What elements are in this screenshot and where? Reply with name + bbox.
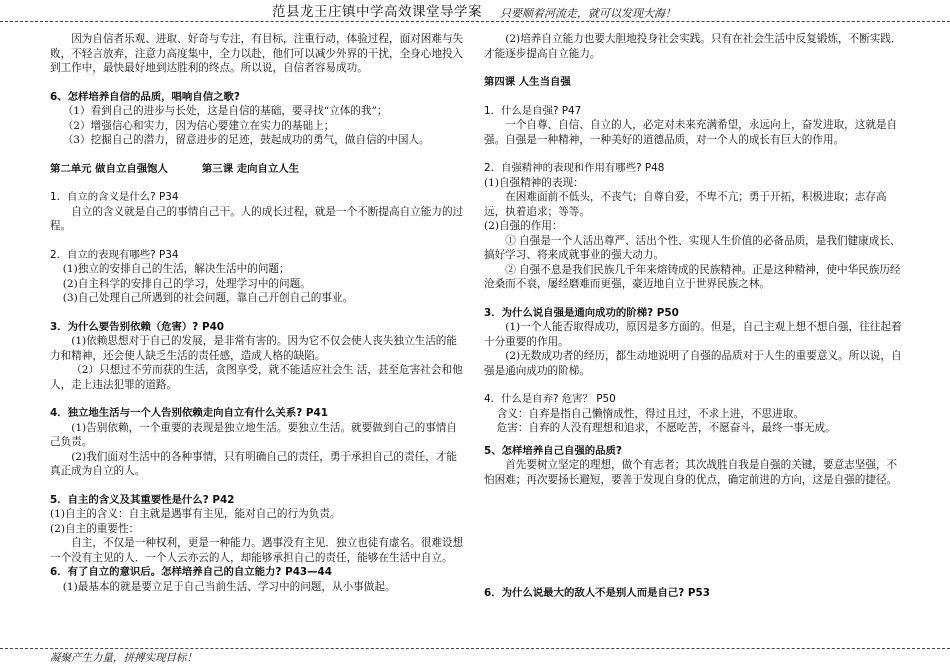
right-column <box>484 32 904 487</box>
answer-paragraph: 自主，不仅是一种权利，更是一种能力。遇事没有主见．独立也徒有虚名。很难设想一个没有主见的人．一个人云亦云的人，却能够承担自己的责任，能够在生活中自立。 <box>50 537 464 564</box>
answer-paragraph: (1)最基本的就是要立足于自己当前生活、学习中的问题，从小事做起。 <box>62 580 396 593</box>
question-heading: 1．自立的含义是什么? P34 <box>50 191 179 203</box>
answer-paragraph: 首先要树立坚定的理想，做个有志者；其次战胜自我是自强的关键，要意志坚强，不怕困难；再次要扬长避短，要善于发现自身的优点，确定前进的方向，这是自强的捷径。 <box>484 459 898 486</box>
question-heading: 4．独立地生活与一个人告别依赖走向自立有什么关系? P41 <box>50 407 328 419</box>
list-item: （2）增强信心和实力，因为信心要建立在实力的基础上； <box>62 119 335 132</box>
question-heading: 6、怎样培养自信的品质，唱响自信之歌? <box>50 90 240 103</box>
lesson-title: 第三课 走向自立人生 <box>201 162 300 175</box>
answer-paragraph: 一个自尊、自信、自立的人，必定对未来充满希望，永远向上，奋发进取，这就是自强。自强是一种精神，一种美好的道德品质，对一个人的成长有巨大的作用。 <box>484 119 898 146</box>
list-item: (3)自己处理自己所遇到的社会问题，靠自己开创自己的事业。 <box>62 292 354 304</box>
answer-line: (1)自强精神的表现： <box>484 176 584 189</box>
answer-paragraph: (1)告别依赖，一个重要的表现是独立地生活。要独立生活。就要做到自己的事情自己负责。 <box>50 421 457 448</box>
question-heading: 2．自强精神的表现和作用有哪些? P48 <box>484 162 665 174</box>
lesson-title: 第四课 人生当自强 <box>484 76 571 88</box>
footer-divider <box>0 648 950 649</box>
answer-paragraph: (2)我们面对生活中的各种事情，只有明确自己的责任，勇于承担自己的责任，才能真正成为自立的人。 <box>50 450 457 477</box>
question-heading: 1．什么是自强? P47 <box>484 104 582 117</box>
answer-paragraph: (1)一个人能否取得成功，原因是多方面的。但是，自己主观上想不想自强，往往起着十分重要的作用。 <box>484 321 902 348</box>
answer-line: (2)自主的重要性： <box>50 522 140 535</box>
answer-paragraph: (1)依赖思想对于自己的发展，是非常有害的。因为它不仅会使人丧失独立生活的能力和精神，还会使人缺乏生活的责任感，造成人格的缺陷。 <box>50 335 457 362</box>
page-title: 范县龙王庄镇中学高效课堂导学案 <box>272 4 482 20</box>
answer-paragraph: ② 自强不息是我们民族几千年来熔铸成的民族精神。正是这种精神，使中华民族历经沧桑而不衰，屡经磨难而更强，豪迈地自立于世界民族之林。 <box>484 263 901 290</box>
list-item: （3）挖掘自己的潜力，留意进步的足迹，鼓起成功的勇气，做自信的中国人。 <box>62 134 430 146</box>
question-heading: 6．有了自立的意识后。怎样培养自己的自立能力? P43—44 <box>50 566 333 578</box>
answer-paragraph: (2)无数成功者的经历，都生动地说明了自强的品质对于人生的重要意义。所以说，自强是通向成功的阶梯。 <box>484 350 902 377</box>
list-item: （1）看到自己的进步与长处，这是自信的基础，要寻找“立体的我”； <box>62 105 388 117</box>
page-header <box>0 3 950 25</box>
question-heading: 5．自主的含义及其重要性是什么? P42 <box>50 493 235 506</box>
answer-paragraph: （2）只想过不劳而获的生活，贪图享受，就不能适应社会生 活，甚至危害社会和他人，走上违法犯罪的道路。 <box>50 364 463 391</box>
question-heading: 5、怎样培养自己自强的品质? <box>484 444 622 457</box>
answer-line: (2)自强的作用： <box>484 220 563 232</box>
intro-paragraph: 因为自信者乐观、进取、好奇与专注，有目标，注重行动，体验过程，面对困难与失败，不轻言放弃，注意力高度集中，全力以赴，他们可以减少外界的干扰，全身心地投入到工作中，最快最好地到达胜利的终点。所以说，自信者容易成功。 <box>50 33 464 74</box>
question-heading: 6．为什么说最大的敌人不是别人而是自己? P53 <box>484 587 710 599</box>
question-heading: 3．为什么说自强是通向成功的阶梯? P50 <box>484 306 679 319</box>
unit-title: 第二单元 做自立自强饱人 <box>50 162 168 175</box>
answer-paragraph: (2)培养自立能力也要大胆地投身社会实践。只有在社会生活中反复锻炼，不断实践．才能逐步提高自立能力。 <box>484 33 902 60</box>
footer-motto: 凝聚产生力量，拼搏实现目标！ <box>50 652 197 664</box>
unit-heading <box>50 162 465 177</box>
question-heading: 4．什么是自弃? 危害？ P50 <box>484 393 616 405</box>
question-heading: 3．为什么要告别依赖（危害）? P40 <box>50 320 225 333</box>
question-heading: 2．自立的表现有哪些? P34 <box>50 248 179 261</box>
answer-paragraph: 自立的含义就是自己的事情自己干。人的成长过程，就是一个不断提高自立能力的过程。 <box>50 205 464 232</box>
answer-line: 含义：自弃是指自己懒惰成性，得过且过，不求上进，不思进取。 <box>496 407 804 420</box>
header-motto: 只要顺着河流走，就可以发现大海！ <box>500 7 676 20</box>
answer-line: (1)自主的含义：自主就是遇事有主见，能对自己的行为负责。 <box>50 508 341 520</box>
list-item: (2)自主科学的安排自己的学习，处理学习中的问题。 <box>62 277 311 290</box>
list-item: (1)独立的安排自己的生活，解决生活中的问题； <box>62 263 290 275</box>
answer-line: 危害：自弃的人没有理想和追求，不愿吃苦，不愿奋斗，最终一事无成。 <box>496 422 836 434</box>
answer-paragraph: 在困难面前不低头，不丧气；自尊自爱，不卑不亢；勇于开拓，积极进取；志存高远，执着追求；等等。 <box>484 191 887 218</box>
left-column <box>50 32 465 594</box>
answer-paragraph: ① 自强是一个人活出尊严、活出个性、实现人生价值的必备品质，是我们健康成长、搞好学习、将来成就事业的强大动力。 <box>484 234 901 261</box>
